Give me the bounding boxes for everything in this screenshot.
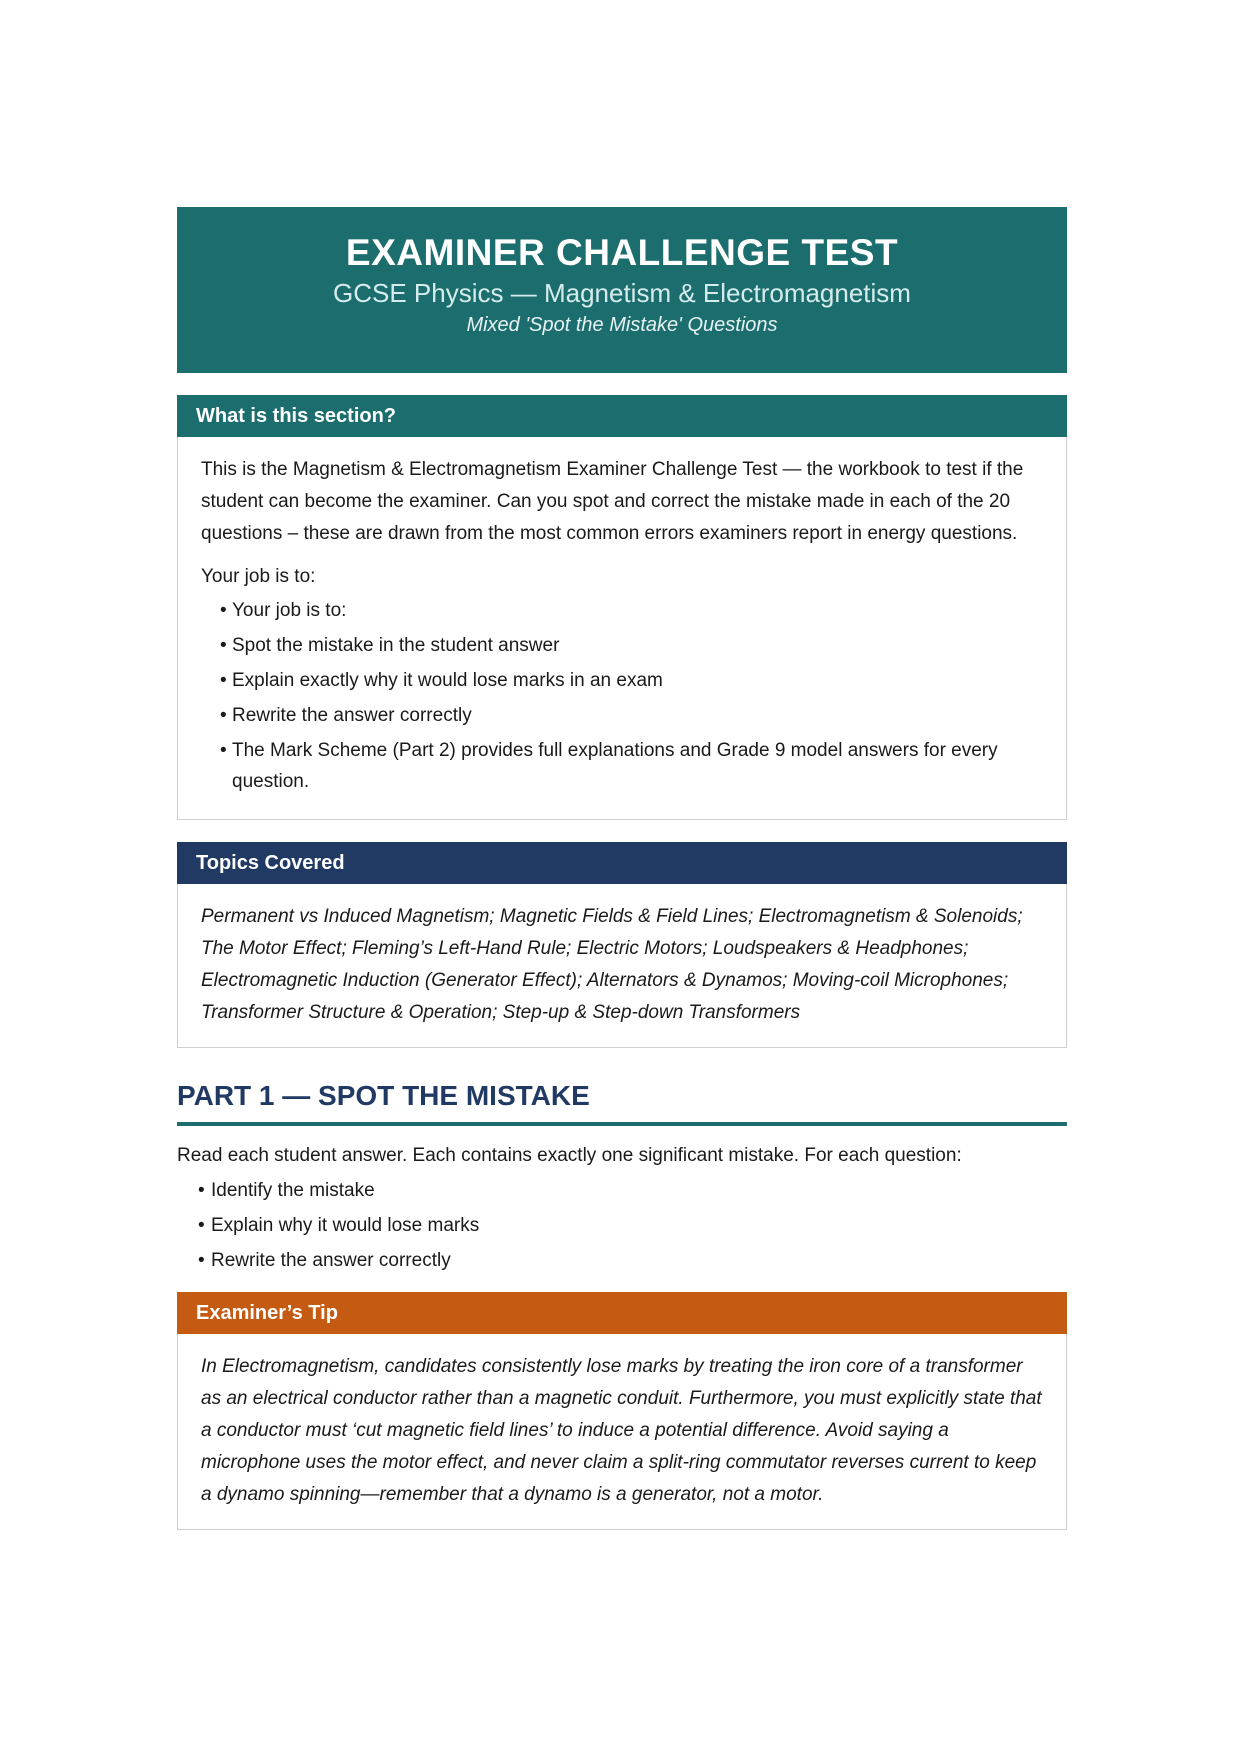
examiner-tip-text: In Electromagnetism, candidates consistently lose marks by treating the iron core of a transformer as an electrical conductor rather than a magnetic conduit. Furthermore, you must explicitly state that a conductor must ‘cut magnetic field lines’ to induce a potential difference. Avoid saying a microphone uses the motor effect, and never claim a split-ring commutator reverses current to keep a dynamo spinning—remember that a dynamo is a generator, not a motor. <box>201 1356 1042 1505</box>
list-item-text: The Mark Scheme (Part 2) provides full explanations and Grade 9 model answers for every question. <box>232 740 998 792</box>
part1-heading: PART 1 — SPOT THE MISTAKE <box>177 1078 1067 1126</box>
bullet-icon: • <box>220 635 227 656</box>
topics-heading: Topics Covered <box>177 842 1067 884</box>
topics-body <box>177 884 1067 1048</box>
list-item-text: Explain exactly why it would lose marks in an exam <box>232 670 663 691</box>
bullet-icon: • <box>198 1180 205 1201</box>
list-item <box>177 1210 1067 1241</box>
examiner-tip-heading: Examiner’s Tip <box>177 1292 1067 1334</box>
list-item <box>177 1245 1067 1276</box>
job-list <box>201 595 1044 797</box>
bullet-icon: • <box>220 670 227 691</box>
part1-intro: Read each student answer. Each contains exactly one significant mistake. For each question: <box>177 1145 962 1166</box>
section-info-paragraph: This is the Magnetism & Electromagnetism Examiner Challenge Test — the workbook to test if the student can become the examiner. Can you spot and correct the mistake made in each of the 20 questions – these are drawn from the most common errors examiners report in energy questions. <box>201 459 1024 544</box>
bullet-icon: • <box>220 705 227 726</box>
bullet-icon: • <box>220 600 227 621</box>
bullet-icon: • <box>220 740 227 761</box>
list-item-text: Rewrite the answer correctly <box>232 705 472 726</box>
page-tagline: Mixed 'Spot the Mistake' Questions <box>466 314 778 336</box>
topics-box <box>177 842 1067 1048</box>
list-item-text: Explain why it would lose marks <box>211 1215 480 1236</box>
document-page <box>177 207 1067 1530</box>
bullet-icon: • <box>198 1250 205 1271</box>
header-banner <box>177 207 1067 373</box>
list-item-text: Identify the mistake <box>211 1180 375 1201</box>
section-info-body <box>177 437 1067 820</box>
bullet-icon: • <box>198 1215 205 1236</box>
examiner-tip-box <box>177 1292 1067 1530</box>
list-item <box>201 595 1044 626</box>
list-item-text: Spot the mistake in the student answer <box>232 635 560 656</box>
list-item <box>201 630 1044 661</box>
part1-list <box>177 1175 1067 1276</box>
section-info-heading: What is this section? <box>177 395 1067 437</box>
list-item <box>201 665 1044 696</box>
list-item <box>201 735 1044 797</box>
list-item-text: Your job is to: <box>232 600 347 621</box>
list-item-text: Rewrite the answer correctly <box>211 1250 451 1271</box>
topics-text: Permanent vs Induced Magnetism; Magnetic Fields & Field Lines; Electromagnetism & Solenoids; The Motor Effect; Fleming’s Left-Hand Rule; Electric Motors; Loudspeakers & Headphones; Electromagnetic Induction (Generator Effect); Alternators & Dynamos; Moving-coil Microphones; Transformer Structure & Operation; Step-up & Step-down Transformers <box>201 906 1023 1023</box>
page-subtitle: GCSE Physics — Magnetism & Electromagnetism <box>333 278 911 308</box>
examiner-tip-body <box>177 1334 1067 1530</box>
list-item <box>201 700 1044 731</box>
list-item <box>177 1175 1067 1206</box>
section-info-box <box>177 395 1067 820</box>
page-title: EXAMINER CHALLENGE TEST <box>345 232 899 273</box>
job-intro: Your job is to: <box>201 566 316 587</box>
